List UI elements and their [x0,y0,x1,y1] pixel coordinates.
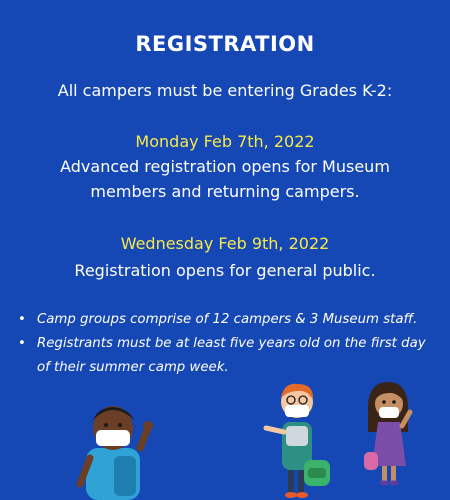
intro-text: All campers must be entering Grades K-2: [57,81,393,100]
bullet-marker: • [18,336,26,351]
kid-waving-icon [68,398,158,500]
session-line: Advanced registration opens for Museum [60,157,390,176]
bullet-text: Camp groups comprise of 12 campers & 3 Museum staff. [37,312,418,327]
list-item [18,308,442,332]
kid-with-backpack-icon [262,376,334,500]
list-item [18,332,442,380]
session-line: members and returning campers. [90,182,360,201]
session-date-wednesday: Wednesday Feb 9th, 2022 [120,234,330,253]
session-date-monday: Monday Feb 7th, 2022 [135,132,315,151]
bullet-text: Registrants must be at least five years old on the first day of their summer camp week. [37,336,426,375]
girl-with-bag-icon [362,378,416,488]
session-description-wednesday: Registration opens for general public. [74,261,376,280]
session-description-monday [0,154,450,204]
bullet-marker: • [18,312,26,327]
page-title: REGISTRATION [135,32,315,56]
bullet-list [18,308,442,380]
